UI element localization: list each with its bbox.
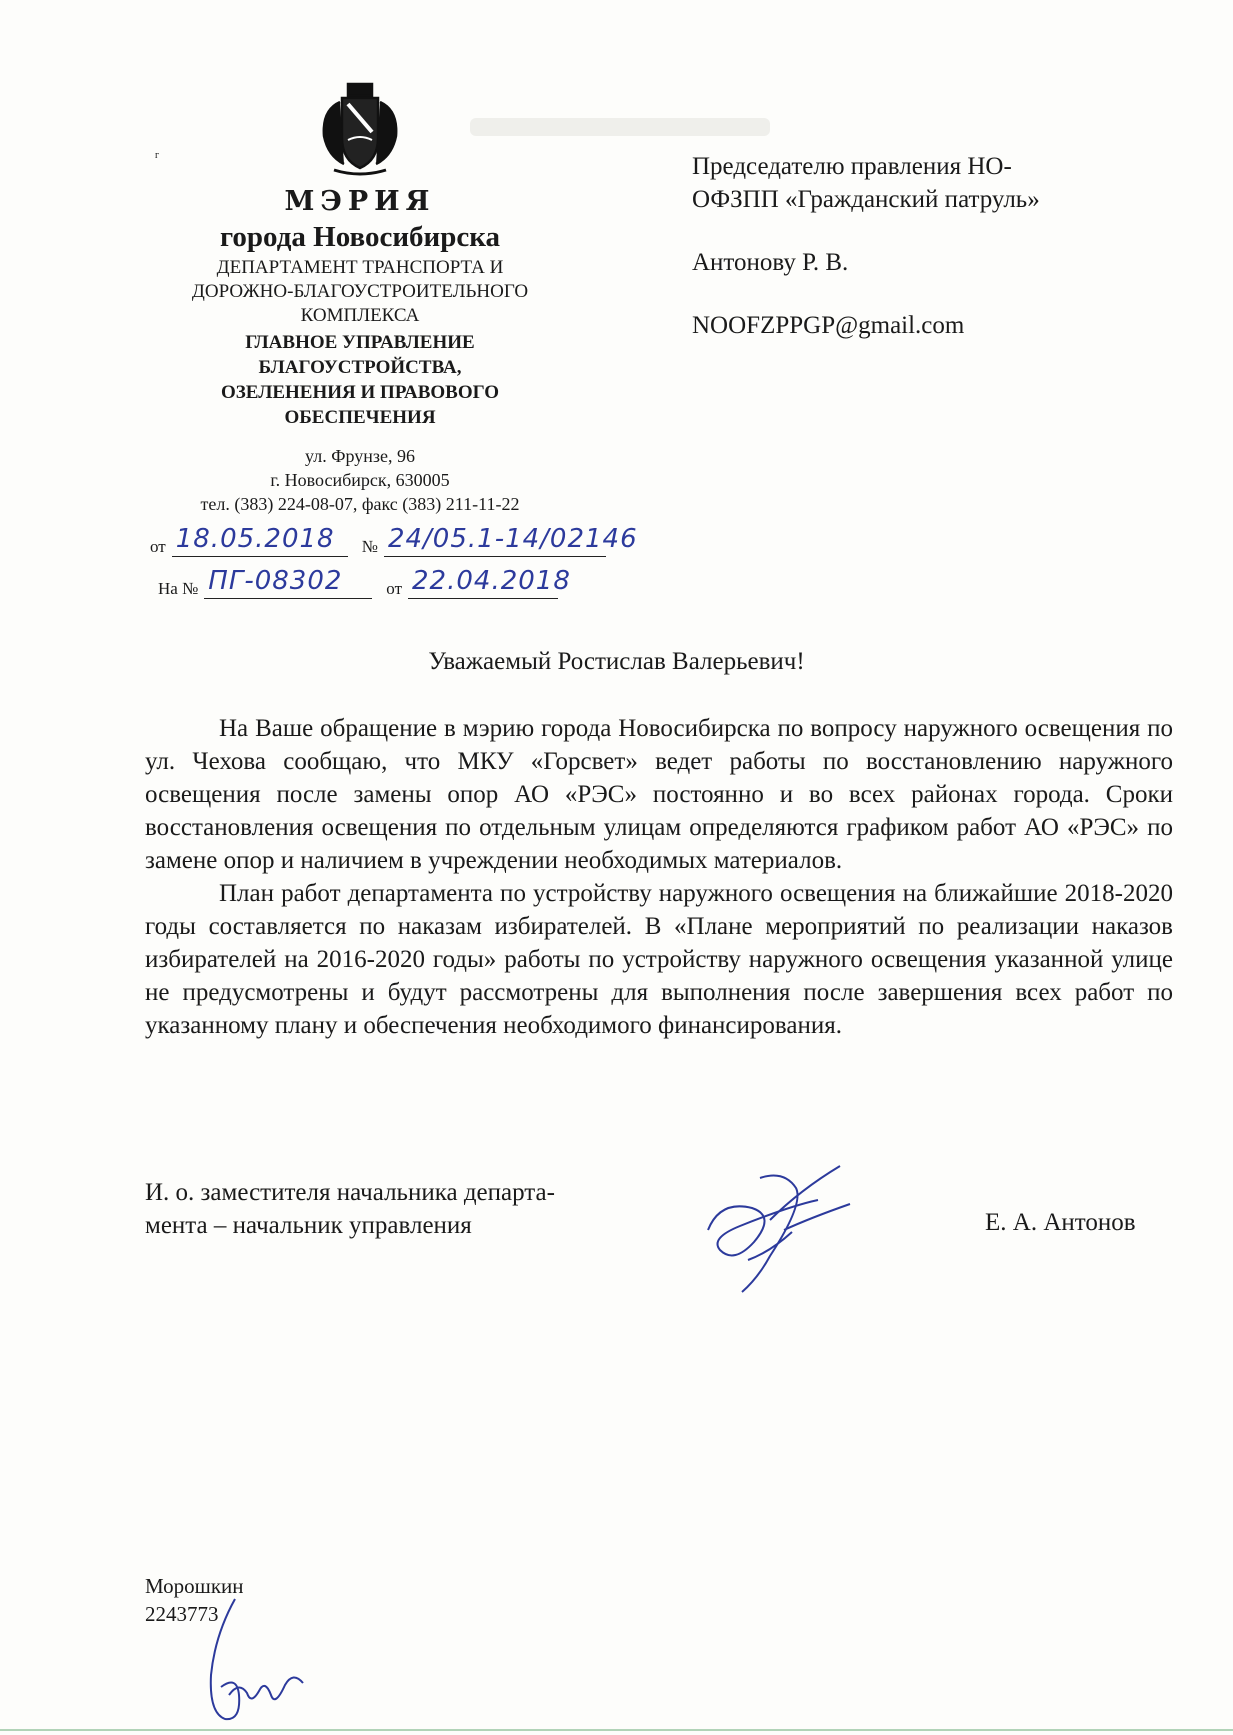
body-paragraph-2: План работ департамента по устройству наружного освещения на ближайшие 2018-2020 годы составляется по наказам избирателей. В «Плане мероприятий по реализации наказов избирателей на 2016-2020 годы» работы по устройству наружного освещения указанной улице не предусмотрены и будут рассмотрены для выполнения после завершения всех работ по указанному плану и обеспечения необходимого финансирования. <box>145 880 1173 1039</box>
incoming-date: 22.04.2018 <box>412 566 571 596</box>
executor-name: Морошкин <box>145 1574 244 1598</box>
incoming-date-field <box>408 566 571 599</box>
signer-name: Е. А. Антонов <box>985 1209 1136 1236</box>
incoming-number: ПГ-08302 <box>208 566 343 596</box>
recipient-email: NOOFZPPGP@gmail.com <box>692 312 965 339</box>
department-name: ДЕПАРТАМЕНТ ТРАНСПОРТА И ДОРОЖНО-БЛАГОУСТРОИТЕЛЬНОГО КОМПЛЕКСА <box>191 257 529 326</box>
outgoing-date: 18.05.2018 <box>175 524 335 554</box>
city-title: города Новосибирска <box>219 221 501 253</box>
mayoralty-title: МЭРИЯ <box>284 186 436 217</box>
incoming-reference: На № ПГ-08302 от 22.04.2018 <box>158 566 571 598</box>
sender-address: ул. Фрунзе, 96 г. Новосибирск, 630005 тел. (383) 224-08-07, факс (383) 211-11-22 <box>200 446 520 514</box>
letterhead <box>130 80 590 516</box>
coat-of-arms-icon <box>314 80 406 180</box>
outgoing-date-field <box>172 524 348 557</box>
body-paragraph-1: На Ваше обращение в мэрию города Новосибирска по вопросу наружного освещения по ул. Чехова сообщаю, что МКУ «Горсвет» ведет работы по восстановлению наружного освещения после замены опор АО «РЭС» постоянно и во всех районах города. Сроки восстановления освещения по отдельным улицам определяются графиком работ АО «РЭС» по замене опор и наличием в учреждении необходимых материалов. <box>145 715 1173 874</box>
recipient-title: Председателю правления НО- ОФЗПП «Гражданский патруль» <box>692 153 1040 213</box>
bottom-rule <box>0 1729 1233 1731</box>
outgoing-number: 24/05.1-14/02146 <box>387 524 638 554</box>
recipient-name: Антонову Р. В. <box>692 249 849 276</box>
outgoing-reference: от 18.05.2018 № 24/05.1-14/02146 <box>150 524 638 556</box>
incoming-number-field <box>204 566 372 599</box>
letter-body <box>145 712 1173 1042</box>
executor-signature-image <box>185 1595 325 1725</box>
salutation: Уважаемый Ростислав Валерьевич! <box>428 648 805 675</box>
management-name: ГЛАВНОЕ УПРАВЛЕНИЕ БЛАГОУСТРОЙСТВА, ОЗЕЛЕНЕНИЯ И ПРАВОВОГО ОБЕСПЕЧЕНИЯ <box>220 332 500 428</box>
recipient-block <box>692 150 1132 372</box>
signature-image <box>700 1160 860 1300</box>
executor-phone: 2243773 <box>145 1602 219 1626</box>
coat-mark: г <box>155 150 160 161</box>
signer-position: И. о. заместителя начальника департа- мента – начальник управления <box>145 1179 555 1239</box>
